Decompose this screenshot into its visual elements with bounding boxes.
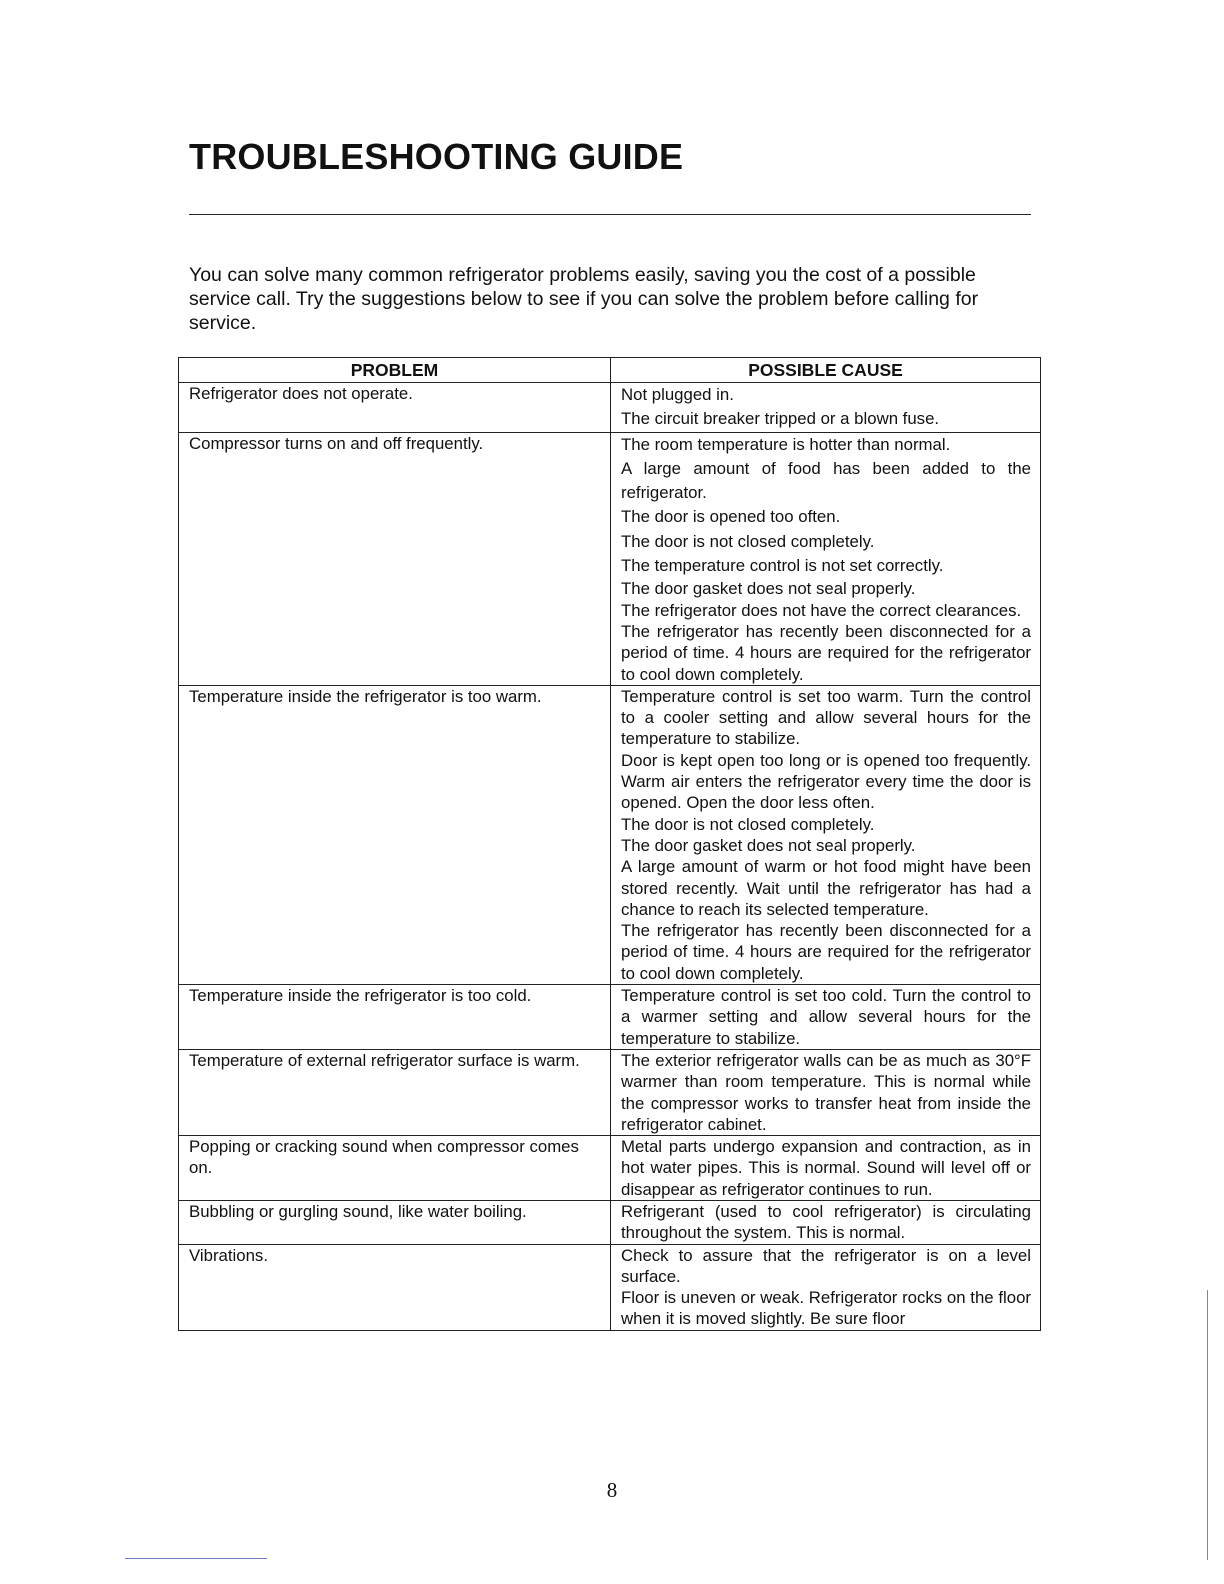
cause-cell: [611, 1136, 1041, 1201]
table-row: [179, 383, 1041, 433]
cause-cell: [611, 383, 1041, 433]
problem-cell: Temperature inside the refrigerator is too warm.: [179, 685, 611, 984]
cause-item: The room temperature is hotter than normal.: [621, 434, 951, 454]
scan-artifact-line: [125, 1558, 267, 1559]
intro-paragraph: You can solve many common refrigerator problems easily, saving you the cost of a possible service call. Try the suggestions below to see if you can solve the problem before calling for service.: [189, 264, 979, 334]
table-row: [179, 1244, 1041, 1330]
problem-cell: Compressor turns on and off frequently.: [179, 432, 611, 685]
cause-item: Metal parts undergo expansion and contraction, as in hot water pipes. This is normal. Sound will level off or disappear as refrigerator continues to run.: [621, 1137, 1031, 1199]
problem-cell: Refrigerator does not operate.: [179, 383, 611, 433]
cause-item: The door is not closed completely.: [621, 814, 875, 834]
table-row: [179, 685, 1041, 984]
cause-cell: [611, 685, 1041, 984]
table-header-row: [179, 358, 1041, 383]
cause-item: The temperature control is not set correctly.: [621, 556, 944, 576]
cause-cell: [611, 985, 1041, 1050]
cause-cell: [611, 1200, 1041, 1244]
header-possible-cause: POSSIBLE CAUSE: [611, 358, 1041, 383]
cause-cell: [611, 1049, 1041, 1135]
table-row: [179, 985, 1041, 1050]
title-divider: [189, 214, 1031, 215]
cause-item: The door gasket does not seal properly.: [621, 835, 916, 855]
cause-item: Check to assure that the refrigerator is on a level surface.: [621, 1245, 1031, 1286]
cause-item: Refrigerant (used to cool refrigerator) is circulating throughout the system. This is normal.: [621, 1201, 1031, 1243]
problem-cell: Vibrations.: [179, 1244, 611, 1330]
cause-item: Floor is uneven or weak. Refrigerator rocks on the floor when it is moved slightly. Be sure floor: [621, 1288, 1031, 1329]
table-row: [179, 1049, 1041, 1135]
problem-cell: Popping or cracking sound when compressor comes on.: [179, 1136, 611, 1201]
cause-item: Temperature control is set too warm. Turn the control to a cooler setting and allow several hours for the temperature to stabilize.: [621, 686, 1031, 749]
cause-item: The refrigerator has recently been disconnected for a period of time. 4 hours are required for the refrigerator to cool down completely.: [621, 921, 1031, 983]
header-problem: PROBLEM: [179, 358, 611, 383]
page-number: 8: [606, 1478, 618, 1502]
table-row: [179, 1136, 1041, 1201]
cause-item: The door gasket does not seal properly.: [621, 579, 916, 599]
cause-item: A large amount of warm or hot food might have been stored recently. Wait until the refrigerator has had a chance to reach its selected temperature.: [621, 857, 1031, 919]
cause-item: A large amount of food has been added to the refrigerator.: [621, 458, 1031, 503]
cause-item: The circuit breaker tripped or a blown fuse.: [621, 409, 940, 429]
table-row: [179, 432, 1041, 685]
problem-cell: Temperature inside the refrigerator is too cold.: [179, 985, 611, 1050]
cause-item: The door is opened too often.: [621, 507, 841, 527]
cause-cell: [611, 432, 1041, 685]
problem-cell: Temperature of external refrigerator surface is warm.: [179, 1049, 611, 1135]
cause-item: Temperature control is set too cold. Turn the control to a warmer setting and allow several hours for the temperature to stabilize.: [621, 986, 1031, 1048]
cause-item: Not plugged in.: [621, 385, 734, 404]
page-title: TROUBLESHOOTING GUIDE: [189, 136, 684, 177]
cause-item: The refrigerator has recently been disconnected for a period of time. 4 hours are required for the refrigerator to cool down completely.: [621, 621, 1031, 684]
cause-item: The exterior refrigerator walls can be as much as 30°F warmer than room temperature. This is normal while the compressor works to transfer heat from inside the refrigerator cabinet.: [621, 1050, 1031, 1134]
scan-artifact-edge: [1207, 1290, 1208, 1560]
cause-cell: [611, 1244, 1041, 1330]
cause-item: The door is not closed completely.: [621, 531, 875, 551]
cause-item: Door is kept open too long or is opened too frequently. Warm air enters the refrigerator every time the door is opened. Open the door less often.: [621, 750, 1031, 813]
troubleshooting-table: [178, 357, 1041, 1331]
problem-cell: Bubbling or gurgling sound, like water boiling.: [179, 1200, 611, 1244]
cause-item: The refrigerator does not have the correct clearances.: [621, 600, 1022, 620]
table-row: [179, 1200, 1041, 1244]
